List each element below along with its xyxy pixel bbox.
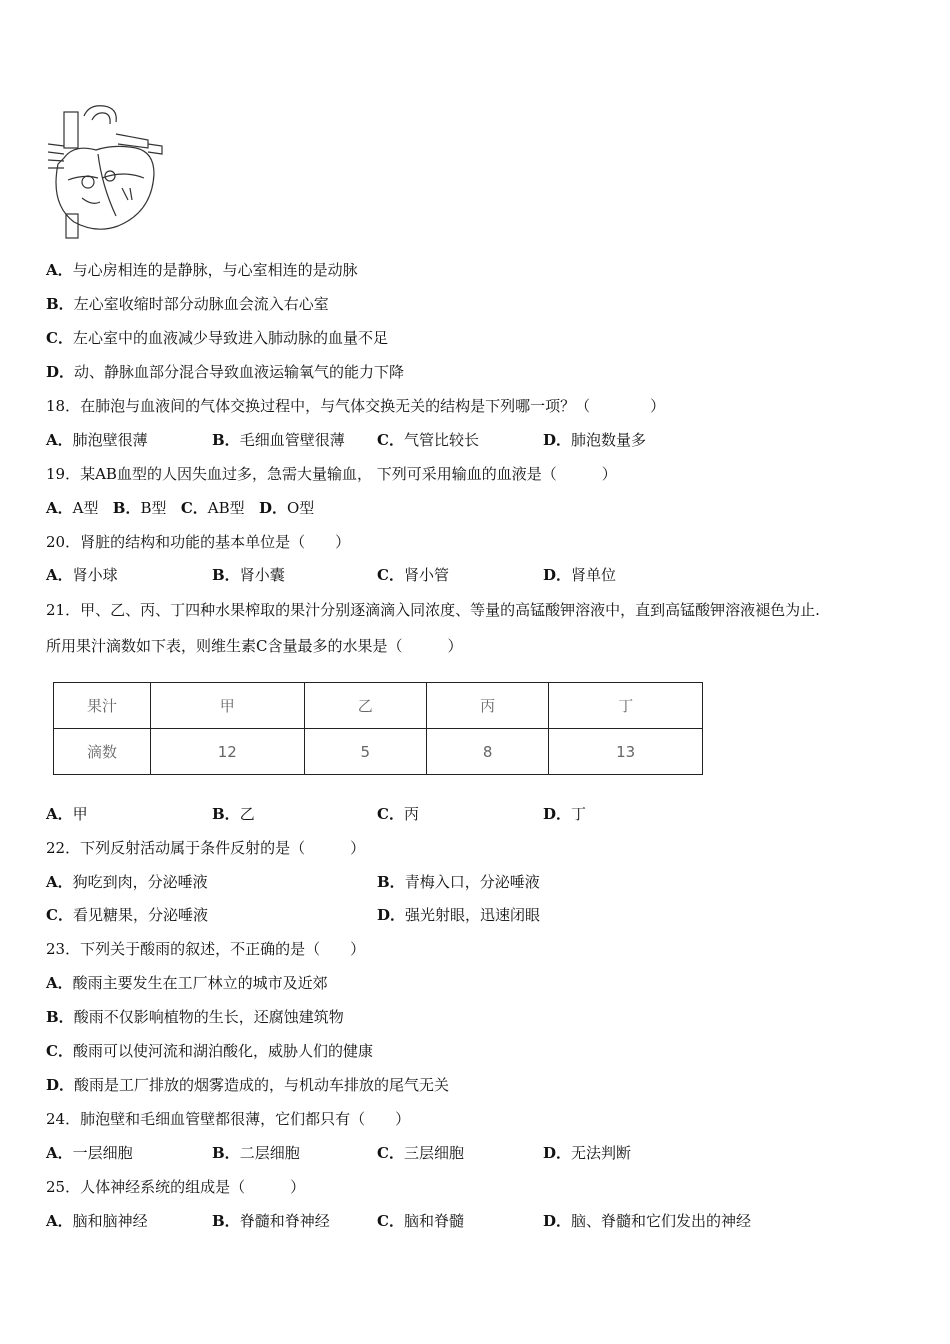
q24-option-c[interactable]: [377, 1143, 464, 1163]
option-label: D．: [543, 1144, 572, 1162]
q24-stem: 24．肺泡壁和毛细血管壁都很薄，它们都只有（ ）: [46, 1110, 411, 1128]
option-label: A．: [46, 431, 73, 449]
option-text: 脑和脑神经: [72, 1212, 148, 1230]
option-text: 狗吃到肉，分泌唾液: [72, 873, 208, 891]
option-text: 三层细胞: [403, 1144, 464, 1162]
q22-option-b[interactable]: [377, 872, 540, 892]
heart-diagram-image: [44, 104, 166, 240]
option-label: C．: [377, 566, 404, 584]
table-cell-drops: 12: [151, 729, 305, 775]
q17-option-b[interactable]: [46, 294, 329, 314]
option-label: B．: [212, 805, 240, 823]
option-text: 肾小囊: [239, 566, 285, 584]
table-cell-drops: 13: [549, 729, 703, 775]
option-text: 毛细血管壁很薄: [239, 431, 345, 449]
q22-option-d[interactable]: [377, 905, 540, 925]
option-label: D．: [377, 906, 406, 924]
q21-option-b[interactable]: [212, 804, 255, 824]
table-cell-drops: 8: [426, 729, 548, 775]
option-text: 左心室收缩时部分动脉血会流入右心室: [73, 295, 329, 313]
q21-stem-line1: 21．甲、乙、丙、丁四种水果榨取的果汁分别逐滴滴入同浓度、等量的高锰酸钾溶液中，直到高锰酸钾溶液褪色为止.: [46, 601, 820, 619]
q25-option-c[interactable]: [377, 1211, 464, 1231]
option-text: 青梅入口，分泌唾液: [404, 873, 540, 891]
q21-stem-line2: 所用果汁滴数如下表，则维生素C含量最多的水果是（ ）: [46, 637, 463, 655]
option-text: 丙: [403, 805, 419, 823]
table-cell-fruit: 乙: [304, 683, 426, 729]
q21-option-d[interactable]: [543, 804, 586, 824]
q17-option-d[interactable]: [46, 362, 404, 382]
q25-option-a[interactable]: [46, 1211, 148, 1231]
option-label: C．: [46, 906, 73, 924]
option-text: 酸雨可以使河流和湖泊酸化，威胁人们的健康: [72, 1042, 373, 1060]
table-cell-fruit: 丙: [426, 683, 548, 729]
option-label: D．: [543, 1212, 572, 1230]
option-label: A．: [46, 261, 73, 279]
option-text: 乙: [239, 805, 255, 823]
option-label: A．: [46, 805, 73, 823]
option-label: A．: [46, 499, 73, 517]
option-text: 动、静脉血部分混合导致血液运输氧气的能力下降: [74, 363, 405, 381]
option-label: B．: [212, 1144, 240, 1162]
q19-option-d[interactable]: [259, 499, 314, 517]
table-cell-drops: 5: [304, 729, 426, 775]
option-label: B．: [212, 566, 240, 584]
q21-option-a[interactable]: [46, 804, 88, 824]
option-text: 无法判断: [571, 1144, 632, 1162]
option-text: 肾小管: [403, 566, 449, 584]
option-text: O型: [286, 499, 315, 517]
option-label: D．: [543, 566, 572, 584]
option-text: 强光射眼，迅速闭眼: [405, 906, 541, 924]
option-text: 酸雨不仅影响植物的生长，还腐蚀建筑物: [73, 1008, 344, 1026]
q24-option-a[interactable]: [46, 1143, 133, 1163]
option-text: 肺泡数量多: [571, 431, 647, 449]
option-label: B．: [46, 1008, 74, 1026]
q23-option-c[interactable]: [46, 1041, 373, 1061]
option-text: A型: [72, 499, 99, 517]
option-text: 气管比较长: [403, 431, 479, 449]
q17-option-c[interactable]: [46, 328, 388, 348]
table-row-header: 果汁: [54, 683, 151, 729]
option-text: AB型: [207, 499, 245, 517]
option-label: C．: [377, 1144, 404, 1162]
q18-option-a[interactable]: [46, 430, 148, 450]
q20-option-b[interactable]: [212, 565, 285, 585]
option-label: D．: [46, 363, 75, 381]
option-text: 肾单位: [571, 566, 617, 584]
table-row-header: 滴数: [54, 729, 151, 775]
juice-drops-table: [53, 682, 703, 775]
option-text: B型: [140, 499, 167, 517]
option-text: 脊髓和脊神经: [239, 1212, 330, 1230]
q20-option-d[interactable]: [543, 565, 616, 585]
option-text: 看见糖果，分泌唾液: [72, 906, 208, 924]
q18-option-b[interactable]: [212, 430, 345, 450]
option-label: C．: [377, 431, 404, 449]
table-row: [54, 683, 703, 729]
q22-stem: 22．下列反射活动属于条件反射的是（ ）: [46, 839, 366, 857]
option-text: 肾小球: [72, 566, 118, 584]
option-text: 一层细胞: [72, 1144, 133, 1162]
q23-option-d[interactable]: [46, 1075, 449, 1095]
q19-stem: 19．某AB血型的人因失血过多，急需大量输血， 下列可采用输血的血液是（ ）: [46, 465, 617, 483]
option-text: 肺泡壁很薄: [72, 431, 148, 449]
q24-option-d[interactable]: [543, 1143, 631, 1163]
table-cell-fruit: 甲: [151, 683, 305, 729]
option-label: D．: [543, 805, 572, 823]
q25-option-d[interactable]: [543, 1211, 751, 1231]
q23-option-b[interactable]: [46, 1007, 344, 1027]
q20-stem: 20．肾脏的结构和功能的基本单位是（ ）: [46, 533, 351, 551]
q21-option-c[interactable]: [377, 804, 419, 824]
option-label: B．: [212, 1212, 240, 1230]
option-label: C．: [377, 1212, 404, 1230]
q18-stem: 18．在肺泡与血液间的气体交换过程中，与气体交换无关的结构是下列哪一项？（ ）: [46, 397, 666, 415]
option-label: A．: [46, 1212, 73, 1230]
option-text: 丁: [571, 805, 587, 823]
option-text: 脑和脊髓: [403, 1212, 464, 1230]
q19-option-b[interactable]: [113, 499, 167, 517]
option-label: D．: [46, 1076, 75, 1094]
q22-option-a[interactable]: [46, 872, 208, 892]
option-label: A．: [46, 974, 73, 992]
q20-option-a[interactable]: [46, 565, 118, 585]
option-label: C．: [180, 499, 208, 517]
q23-stem: 23．下列关于酸雨的叙述，不正确的是（ ）: [46, 940, 366, 958]
option-label: B．: [212, 431, 240, 449]
table-cell-fruit: 丁: [549, 683, 703, 729]
option-label: A．: [46, 1144, 73, 1162]
option-text: 脑、脊髓和它们发出的神经: [571, 1212, 752, 1230]
option-text: 酸雨是工厂排放的烟雾造成的，与机动车排放的尾气无关: [74, 1076, 450, 1094]
option-label: D．: [258, 499, 287, 517]
option-text: 甲: [72, 805, 88, 823]
q23-option-a[interactable]: [46, 973, 328, 993]
option-text: 与心房相连的是静脉，与心室相连的是动脉: [72, 261, 358, 279]
option-label: B．: [112, 499, 141, 517]
option-label: C．: [46, 1042, 73, 1060]
option-label: C．: [377, 805, 404, 823]
q17-option-a[interactable]: [46, 260, 358, 280]
q20-option-c[interactable]: [377, 565, 449, 585]
q25-stem: 25．人体神经系统的组成是（ ）: [46, 1178, 306, 1196]
option-label: B．: [46, 295, 74, 313]
option-label: A．: [46, 566, 73, 584]
q25-option-b[interactable]: [212, 1211, 330, 1231]
q19-options-row: [46, 498, 314, 518]
option-text: 左心室中的血液减少导致进入肺动脉的血量不足: [72, 329, 388, 347]
q18-option-d[interactable]: [543, 430, 646, 450]
option-label: D．: [543, 431, 572, 449]
option-label: C．: [46, 329, 73, 347]
option-text: 酸雨主要发生在工厂林立的城市及近郊: [72, 974, 328, 992]
option-label: A．: [46, 873, 73, 891]
q19-option-c[interactable]: [181, 499, 245, 517]
q19-option-a[interactable]: [46, 499, 98, 517]
q22-option-c[interactable]: [46, 905, 208, 925]
table-row: [54, 729, 703, 775]
q18-option-c[interactable]: [377, 430, 479, 450]
option-text: 二层细胞: [239, 1144, 300, 1162]
option-label: B．: [377, 873, 405, 891]
q24-option-b[interactable]: [212, 1143, 300, 1163]
